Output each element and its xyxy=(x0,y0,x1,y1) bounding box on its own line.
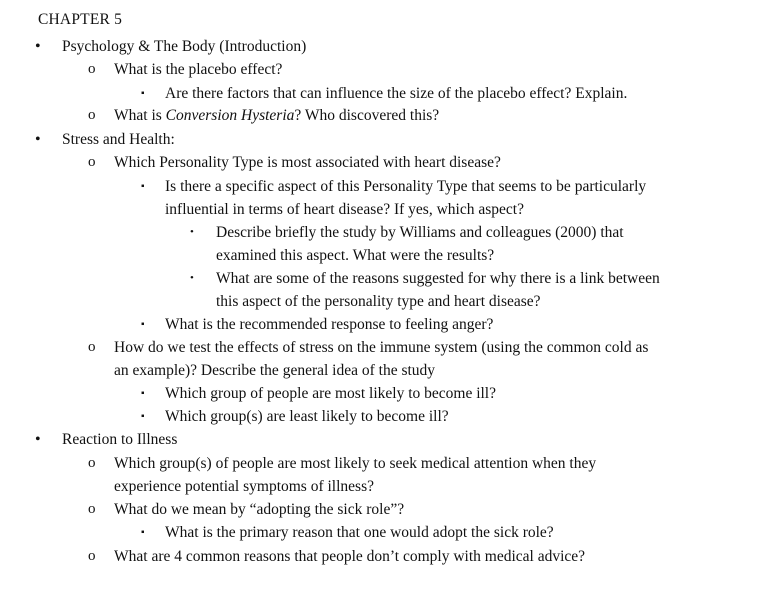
section-title: Stress and Health: xyxy=(62,131,175,148)
circle-bullet-icon: o xyxy=(88,154,96,170)
section-title: Reaction to Illness xyxy=(62,431,178,448)
question-text: experience potential symptoms of illness? xyxy=(114,478,374,495)
question-text: an example)? Describe the general idea of the study xyxy=(114,362,436,379)
square-bullet-icon: ▪ xyxy=(141,181,145,192)
question-text: What is the recommended response to feeling anger? xyxy=(165,316,494,333)
emphasized-term: Conversion Hysteria xyxy=(165,107,295,124)
circle-bullet-icon: o xyxy=(88,339,96,355)
circle-bullet-icon: o xyxy=(88,548,96,564)
question-text: What do we mean by “adopting the sick role”? xyxy=(114,501,405,518)
square-bullet-icon: ▪ xyxy=(141,388,145,399)
question-text: What is Conversion Hysteria? Who discovered this? xyxy=(114,107,440,124)
question-text: What are some of the reasons suggested for why there is a link between xyxy=(216,270,660,287)
question-text: this aspect of the personality type and heart disease? xyxy=(216,293,541,310)
disc-bullet-icon: • xyxy=(35,131,41,148)
section-title: Psychology & The Body (Introduction) xyxy=(62,38,307,55)
disc-bullet-icon: • xyxy=(35,38,41,55)
question-text: Which group of people are most likely to become ill? xyxy=(165,385,496,402)
question-text: What are 4 common reasons that people don’t comply with medical advice? xyxy=(114,548,586,565)
question-text: Which Personality Type is most associated with heart disease? xyxy=(114,154,501,171)
disc-bullet-icon: • xyxy=(35,431,41,448)
question-text: Are there factors that can influence the size of the placebo effect? Explain. xyxy=(165,85,628,102)
star-bullet-icon: • xyxy=(190,272,194,284)
circle-bullet-icon: o xyxy=(88,61,96,77)
circle-bullet-icon: o xyxy=(88,455,96,471)
question-text: Which group(s) are least likely to become ill? xyxy=(165,408,449,425)
chapter-heading: CHAPTER 5 xyxy=(38,11,123,28)
square-bullet-icon: ▪ xyxy=(141,88,145,99)
star-bullet-icon: • xyxy=(190,226,194,238)
square-bullet-icon: ▪ xyxy=(141,527,145,538)
square-bullet-icon: ▪ xyxy=(141,411,145,422)
question-text: How do we test the effects of stress on the immune system (using the common cold as xyxy=(114,339,649,356)
question-text: Is there a specific aspect of this Personality Type that seems to be particularly xyxy=(165,178,647,195)
circle-bullet-icon: o xyxy=(88,107,96,123)
question-text: What is the placebo effect? xyxy=(114,61,283,78)
square-bullet-icon: ▪ xyxy=(141,319,145,330)
question-text: examined this aspect. What were the results? xyxy=(216,247,495,264)
question-text: Which group(s) of people are most likely to seek medical attention when they xyxy=(114,455,597,472)
question-text: What is the primary reason that one would adopt the sick role? xyxy=(165,524,554,541)
circle-bullet-icon: o xyxy=(88,501,96,517)
question-text: Describe briefly the study by Williams and colleagues (2000) that xyxy=(216,224,624,241)
question-text: influential in terms of heart disease? If yes, which aspect? xyxy=(165,201,524,218)
